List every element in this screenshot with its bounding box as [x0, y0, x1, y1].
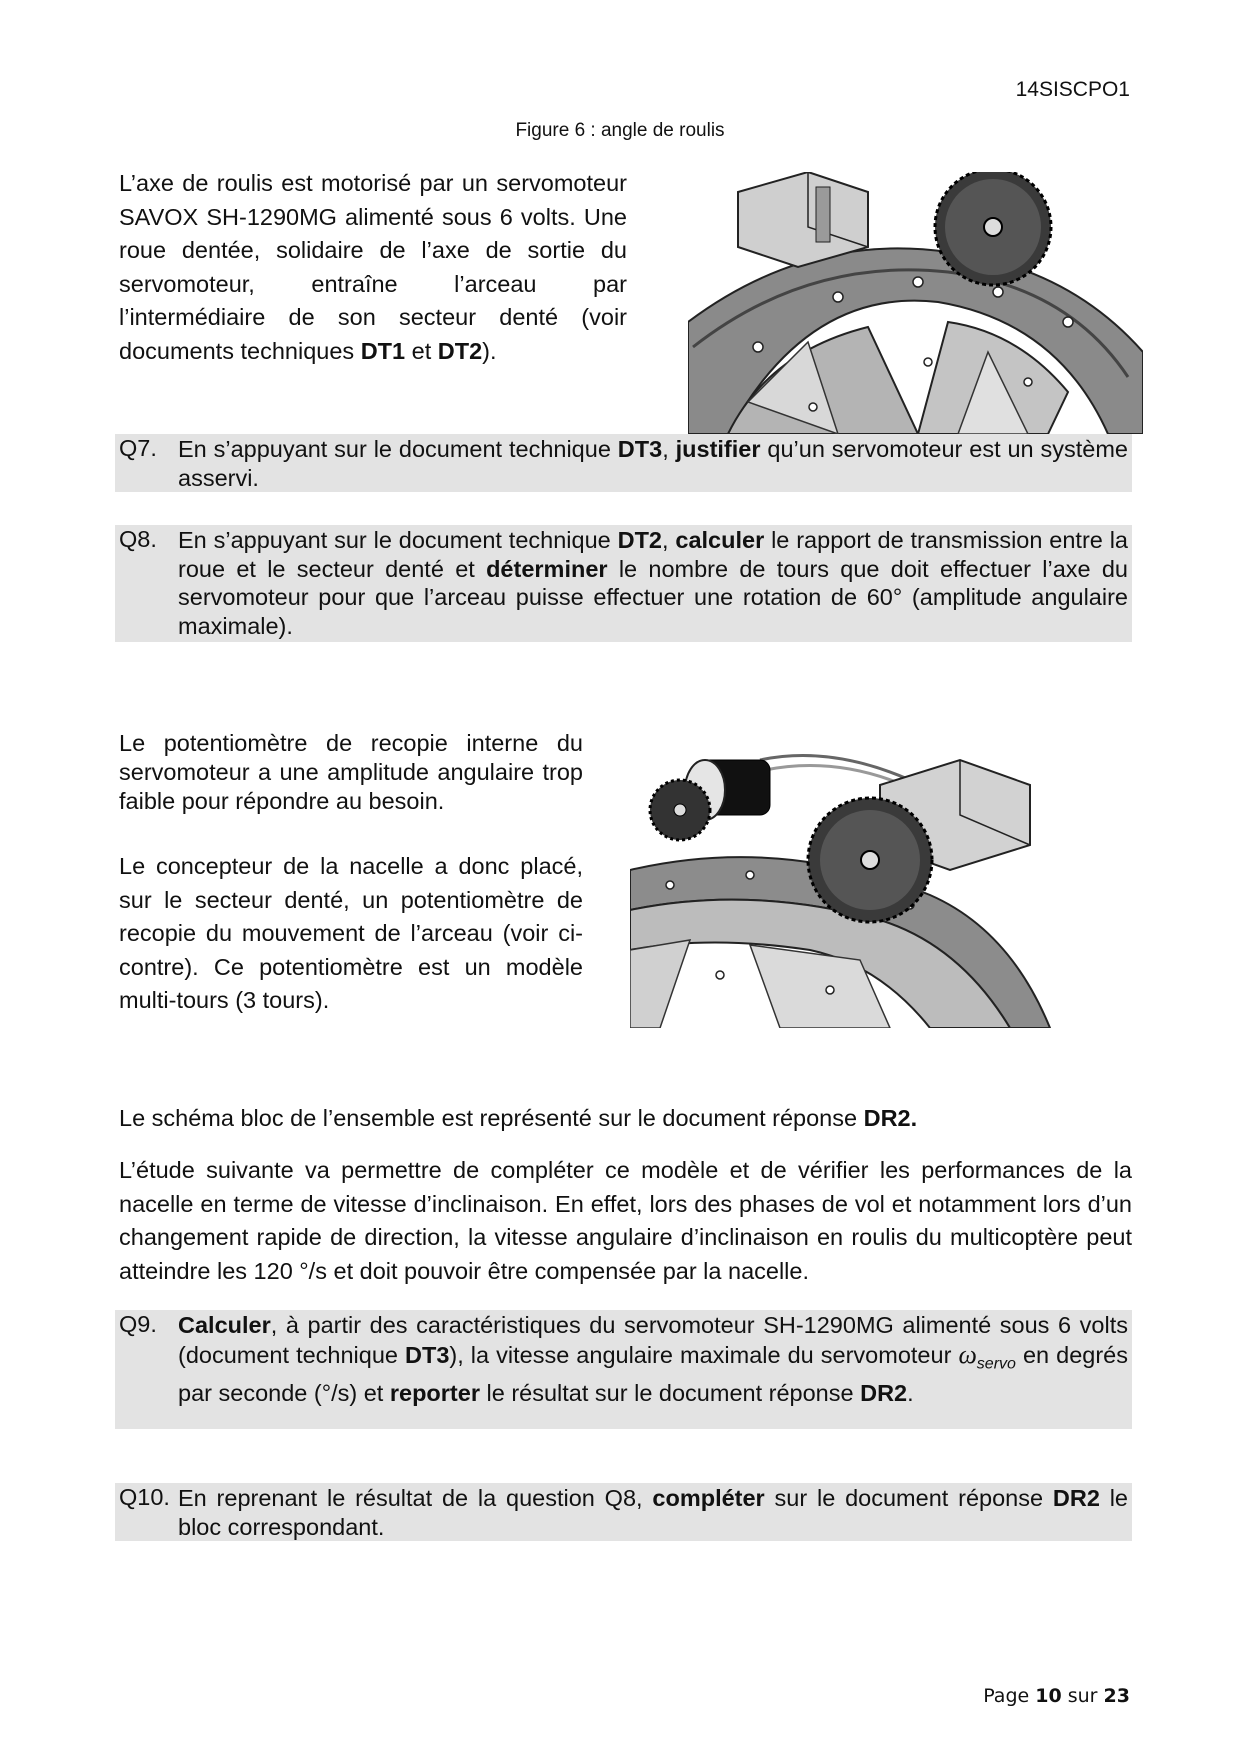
study-paragraph: L’étude suivante va permettre de compléter ce modèle et de vérifier les performances de la nacelle en terme de vitesse d’inclinaison. En effet, lors des phases de vol et notamment lors d’un changement rapide de direction, la vitesse angulaire d’inclinaison en roulis du multicoptère peut atteindre les 120 °/s et doit pouvoir être compensée par la nacelle.	[119, 1157, 1132, 1284]
document-code: 14SISCPO1	[1015, 78, 1130, 101]
question-text: Calculer, à partir des caractéristiques du servomoteur SH-1290MG alimenté sous 6 volts (document technique DT3), la vitesse angulaire maximale du servomoteur $\omega_{servo}$ en degrés par seconde (°/s) et reporter le résultat sur le document réponse DR2.	[178, 1312, 1128, 1406]
question-q8	[115, 525, 1132, 642]
question-number: Q8.	[119, 526, 157, 552]
intro-paragraph: L’axe de roulis est motorisé par un servomoteur SAVOX SH-1290MG alimenté sous 6 volts. Une roue dentée, solidaire de l’axe de sortie du servomoteur, entraîne l’arceau par l’intermédiaire de son secteur denté (voir documents techniques DT1 et DT2).	[119, 170, 627, 364]
question-text: En reprenant le résultat de la question Q8, compléter sur le document réponse DR2 le bloc correspondant.	[178, 1485, 1128, 1540]
question-number: Q7.	[119, 435, 157, 461]
schema-paragraph: Le schéma bloc de l’ensemble est représenté sur le document réponse DR2.	[119, 1105, 918, 1131]
servo-body	[738, 172, 868, 267]
potentiometer-paragraph-1: Le potentiomètre de recopie interne du servomoteur a une amplitude angulaire trop faible pour répondre au besoin.	[119, 730, 583, 814]
roll-servo-figure	[688, 172, 1143, 434]
potentiometer-paragraph-2: Le concepteur de la nacelle a donc placé, sur le secteur denté, un potentiomètre de recopie du mouvement de l’arceau (voir ci-contre). Ce potentiomètre est un modèle multi-tours (3 tours).	[119, 853, 583, 1013]
page-footer: Page 10 sur 23	[983, 1685, 1130, 1707]
question-text: En s’appuyant sur le document technique DT3, justifier qu’un servomoteur est un système asservi.	[178, 436, 1129, 491]
question-q7	[115, 434, 1132, 492]
potentiometer-figure	[630, 745, 1090, 1028]
omega-symbol: ω	[958, 1340, 977, 1369]
question-number: Q10.	[119, 1484, 170, 1510]
omega-subscript: servo	[976, 1355, 1016, 1373]
figure-caption: Figure 6 : angle de roulis	[515, 120, 725, 141]
question-q9	[115, 1310, 1132, 1429]
question-text: En s’appuyant sur le document technique DT2, calculer le rapport de transmission entre la roue et le secteur denté et déterminer le nombre de tours que doit effectuer l’axe du servomoteur pour que l’arceau puisse effectuer une rotation de 60° (amplitude angulaire maximale).	[178, 527, 1128, 639]
question-q10	[115, 1483, 1132, 1541]
question-number: Q9.	[119, 1311, 157, 1337]
